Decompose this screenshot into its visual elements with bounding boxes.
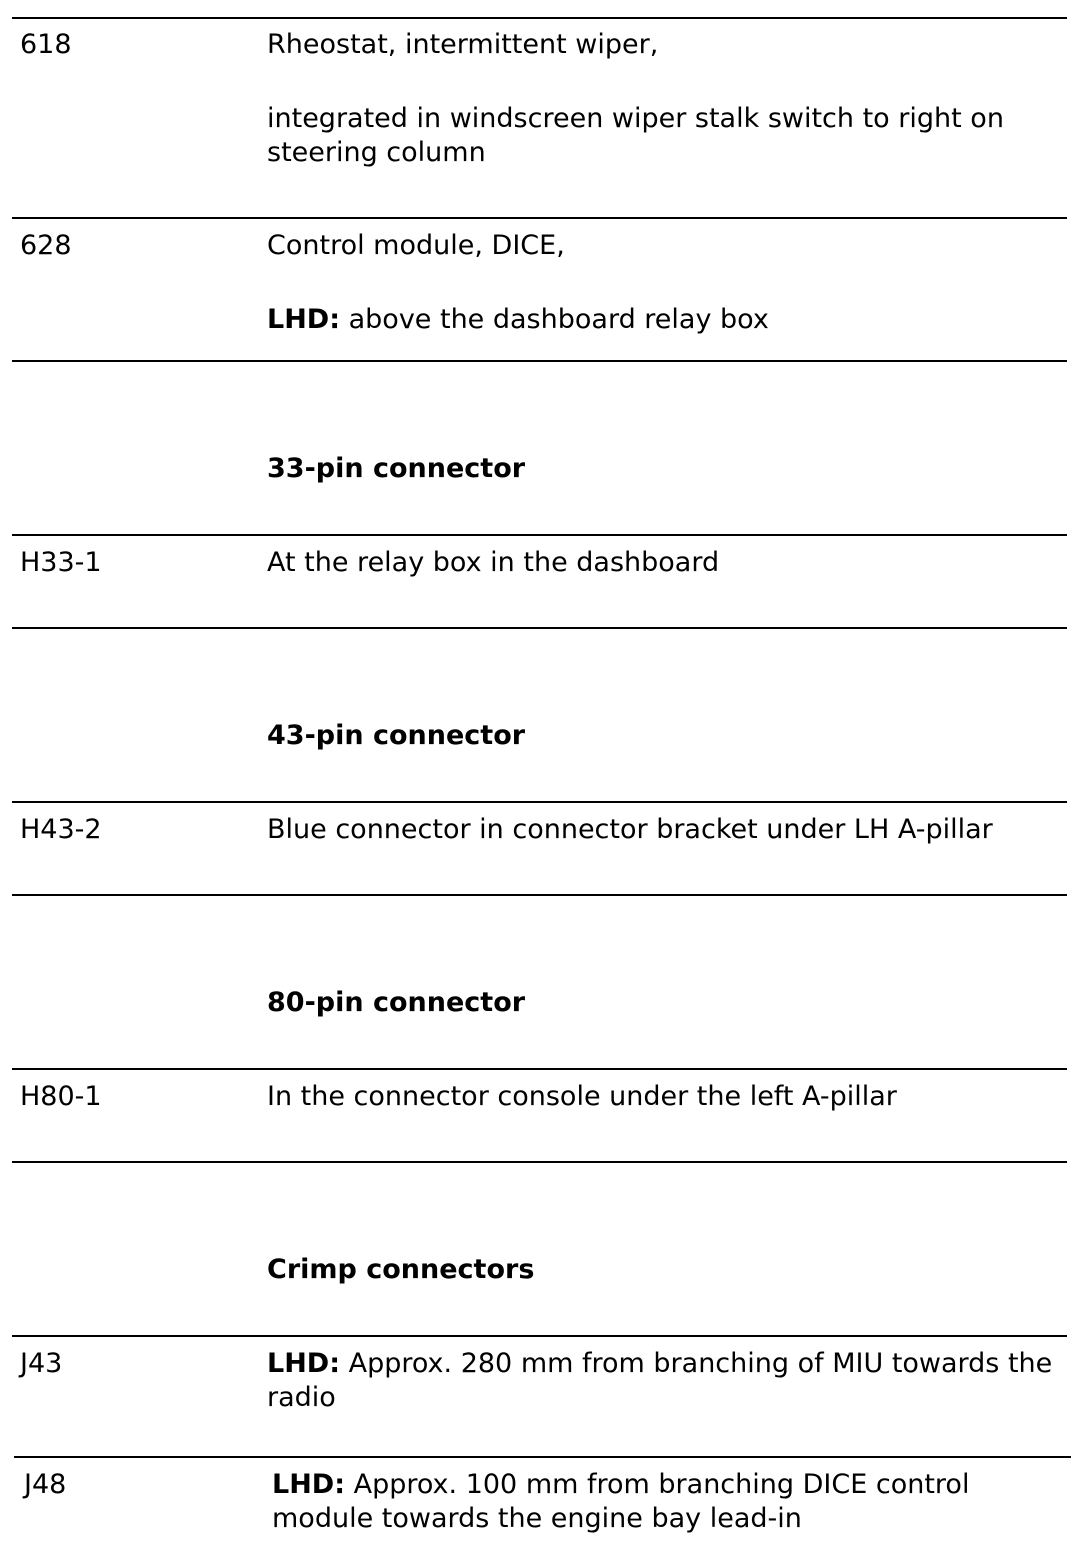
table-rule <box>12 1335 1067 1337</box>
component-desc-618-title: Rheostat, intermittent wiper, <box>267 29 659 60</box>
connector-code-j48: J48 <box>24 1469 67 1500</box>
location-text: Approx. 100 mm from branching DICE control module towards the engine bay lead-in <box>272 1469 970 1534</box>
lhd-label: LHD: <box>267 1348 341 1379</box>
component-desc-628-title: Control module, DICE, <box>267 230 565 261</box>
component-code-628: 628 <box>20 230 72 261</box>
connector-desc-h43-2: Blue connector in connector bracket under LH A-pillar <box>267 814 993 845</box>
location-text: above the dashboard relay box <box>348 304 769 335</box>
component-desc-628-location <box>267 303 1057 337</box>
section-heading-80-pin: 80-pin connector <box>267 987 526 1018</box>
connector-desc-h80-1: In the connector console under the left A-pillar <box>267 1081 897 1112</box>
table-rule <box>12 534 1067 536</box>
connector-desc-h33-1: At the relay box in the dashboard <box>267 547 720 578</box>
table-rule <box>12 627 1067 629</box>
location-text: Approx. 280 mm from branching of MIU towards the radio <box>267 1348 1053 1413</box>
table-rule <box>12 1161 1067 1163</box>
section-heading-43-pin: 43-pin connector <box>267 720 526 751</box>
component-code-618: 618 <box>20 29 72 60</box>
connector-code-j43: J43 <box>20 1348 63 1379</box>
section-heading-crimp: Crimp connectors <box>267 1254 535 1285</box>
table-rule <box>12 894 1067 896</box>
table-rule <box>14 1456 1071 1458</box>
table-rule <box>12 217 1067 219</box>
connector-desc-j48 <box>272 1468 1062 1536</box>
connector-code-h80-1: H80-1 <box>20 1081 102 1112</box>
lhd-label: LHD: <box>267 304 341 335</box>
connector-code-h43-2: H43-2 <box>20 814 102 845</box>
lhd-label: LHD: <box>272 1469 346 1500</box>
component-desc-618-location: integrated in windscreen wiper stalk switch to right on steering column <box>267 103 1004 168</box>
table-rule <box>12 17 1067 19</box>
table-rule <box>12 1068 1067 1070</box>
connector-desc-j43 <box>267 1347 1057 1415</box>
section-heading-33-pin: 33-pin connector <box>267 453 526 484</box>
table-rule <box>12 360 1067 362</box>
connector-code-h33-1: H33-1 <box>20 547 102 578</box>
table-rule <box>12 801 1067 803</box>
